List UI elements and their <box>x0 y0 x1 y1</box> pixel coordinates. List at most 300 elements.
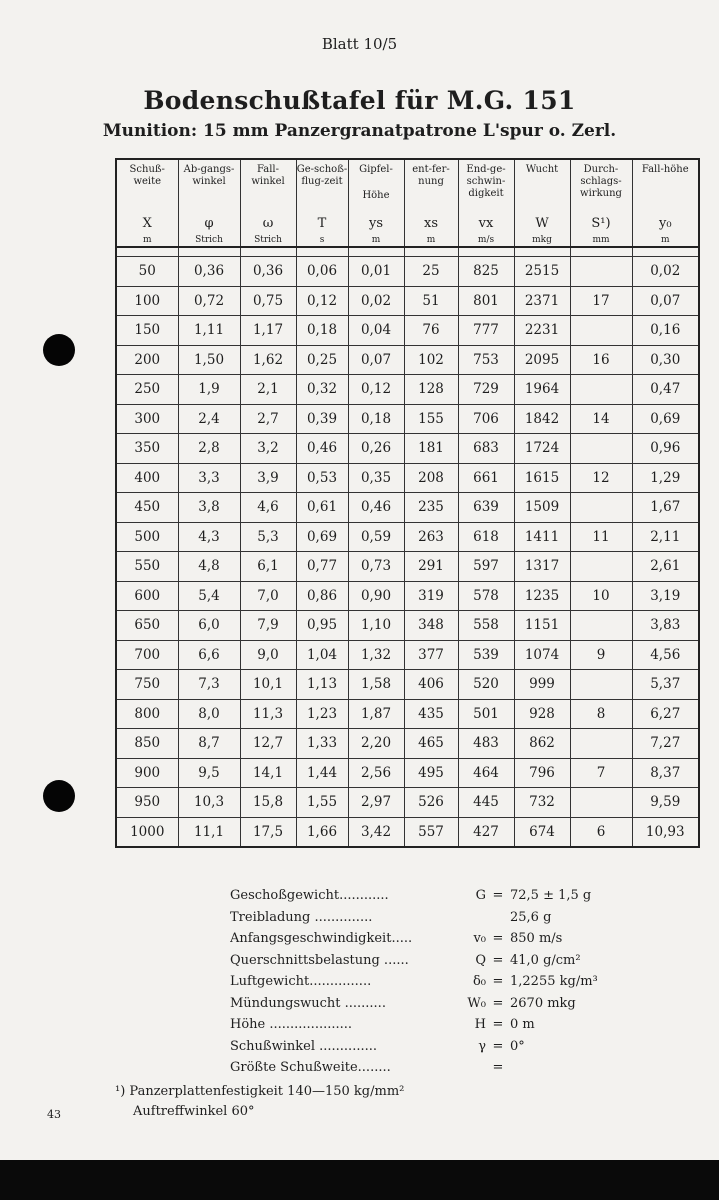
table-cell: 683 <box>458 434 514 464</box>
table-cell: 1,23 <box>296 699 348 729</box>
table-cell: 3,9 <box>240 463 296 493</box>
table-cell: 0,36 <box>240 257 296 287</box>
table-cell: 1842 <box>514 404 570 434</box>
table-cell: 1,11 <box>178 316 240 346</box>
column-header <box>240 159 296 247</box>
table-cell <box>570 493 632 523</box>
table-cell: 208 <box>404 463 458 493</box>
column-label: Durch-schlags-wirkung <box>580 164 622 199</box>
table-cell: 550 <box>116 552 178 582</box>
parameter-label: Anfangsgeschwindigkeit..... <box>230 931 413 947</box>
table-cell <box>570 670 632 700</box>
table-cell: 750 <box>116 670 178 700</box>
table-row <box>116 375 699 405</box>
table-cell: 6 <box>570 817 632 847</box>
table-cell: 3,42 <box>348 817 404 847</box>
table-row <box>116 316 699 346</box>
table-cell: 12,7 <box>240 729 296 759</box>
column-unit: Strich <box>195 235 223 245</box>
table-cell: 1235 <box>514 581 570 611</box>
table-cell: 0,46 <box>296 434 348 464</box>
table-cell: 445 <box>458 788 514 818</box>
range-table-wrap <box>115 158 698 848</box>
table-cell: 2231 <box>514 316 570 346</box>
bottom-black-bar <box>0 1160 719 1200</box>
table-cell: 0,02 <box>348 286 404 316</box>
table-row <box>116 699 699 729</box>
table-cell: 0,02 <box>632 257 699 287</box>
table-cell: 825 <box>458 257 514 287</box>
parameter-label: Höhe .................... <box>230 1017 353 1033</box>
parameters-list <box>230 885 650 1079</box>
table-cell: 50 <box>116 257 178 287</box>
table-cell: 661 <box>458 463 514 493</box>
table-cell: 10,93 <box>632 817 699 847</box>
column-symbol: W <box>535 216 549 231</box>
parameter-symbol: δ₀ <box>472 974 486 990</box>
parameter-equals: = <box>492 888 504 904</box>
parameter-equals: = <box>492 1038 504 1054</box>
table-cell: 1,04 <box>296 640 348 670</box>
table-row <box>116 522 699 552</box>
table-cell: 706 <box>458 404 514 434</box>
column-symbol: T <box>317 216 327 231</box>
table-cell: 1,17 <box>240 316 296 346</box>
parameter-equals: = <box>492 1017 504 1033</box>
table-cell: 732 <box>514 788 570 818</box>
table-cell <box>570 611 632 641</box>
column-unit: Strich <box>254 235 282 245</box>
table-cell: 128 <box>404 375 458 405</box>
table-cell: 6,6 <box>178 640 240 670</box>
table-cell: 250 <box>116 375 178 405</box>
column-header <box>514 159 570 247</box>
table-cell: 777 <box>458 316 514 346</box>
table-cell: 0,73 <box>348 552 404 582</box>
table-cell: 700 <box>116 640 178 670</box>
table-cell <box>570 316 632 346</box>
column-unit: m/s <box>477 235 495 245</box>
table-cell: 0,47 <box>632 375 699 405</box>
table-cell <box>570 552 632 582</box>
parameter-label: Treibladung .............. <box>230 909 373 925</box>
group-header-label: Gipfel- <box>359 164 393 175</box>
table-cell: 7 <box>570 758 632 788</box>
table-cell: 6,1 <box>240 552 296 582</box>
table-cell: 2,7 <box>240 404 296 434</box>
table-cell: 0,07 <box>632 286 699 316</box>
table-cell: 1724 <box>514 434 570 464</box>
table-cell: 495 <box>404 758 458 788</box>
table-cell: 8,7 <box>178 729 240 759</box>
table-cell: 0,69 <box>632 404 699 434</box>
table-cell: 0,32 <box>296 375 348 405</box>
table-cell: 0,01 <box>348 257 404 287</box>
column-symbol: ys <box>368 216 383 231</box>
table-cell: 1,29 <box>632 463 699 493</box>
table-cell: 1317 <box>514 552 570 582</box>
table-row <box>116 758 699 788</box>
table-cell: 796 <box>514 758 570 788</box>
table-cell: 0,35 <box>348 463 404 493</box>
table-cell: 4,6 <box>240 493 296 523</box>
column-label: End-ge-schwin-digkeit <box>466 164 506 199</box>
column-unit: m <box>426 235 436 245</box>
table-cell: 1,50 <box>178 345 240 375</box>
table-cell: 7,9 <box>240 611 296 641</box>
column-unit: m <box>142 235 152 245</box>
table-cell: 753 <box>458 345 514 375</box>
table-cell: 400 <box>116 463 178 493</box>
column-header <box>404 159 458 247</box>
table-cell <box>570 257 632 287</box>
table-cell: 9 <box>570 640 632 670</box>
column-label: Ab-gangs-winkel <box>183 164 235 187</box>
table-cell: 1615 <box>514 463 570 493</box>
table-cell: 928 <box>514 699 570 729</box>
column-symbol: φ <box>204 216 214 231</box>
column-unit: mm <box>592 235 610 245</box>
table-cell: 4,8 <box>178 552 240 582</box>
table-cell: 1,13 <box>296 670 348 700</box>
parameter-value: 41,0 g/cm² <box>510 952 581 968</box>
column-label <box>349 164 404 218</box>
parameter-row <box>230 950 650 972</box>
table-cell: 558 <box>458 611 514 641</box>
table-cell: 350 <box>116 434 178 464</box>
table-cell: 0,07 <box>348 345 404 375</box>
table-cell: 7,0 <box>240 581 296 611</box>
column-unit: m <box>371 235 381 245</box>
table-cell: 5,37 <box>632 670 699 700</box>
table-cell: 1,67 <box>632 493 699 523</box>
table-cell: 639 <box>458 493 514 523</box>
column-label: Fall-höhe <box>641 164 689 175</box>
parameter-equals: = <box>492 1060 504 1076</box>
table-cell: 501 <box>458 699 514 729</box>
table-cell: 16 <box>570 345 632 375</box>
table-cell: 6,27 <box>632 699 699 729</box>
table-gap-row <box>116 247 699 257</box>
table-cell: 1,55 <box>296 788 348 818</box>
table-cell: 2,11 <box>632 522 699 552</box>
column-unit: mkg <box>532 235 552 245</box>
table-cell: 1151 <box>514 611 570 641</box>
table-row <box>116 286 699 316</box>
table-cell: 200 <box>116 345 178 375</box>
column-unit: s <box>319 235 325 245</box>
table-cell: 377 <box>404 640 458 670</box>
column-label: ent-fer-nung <box>412 164 450 187</box>
punch-hole-bottom <box>43 780 75 812</box>
table-cell: 0,72 <box>178 286 240 316</box>
table-cell: 150 <box>116 316 178 346</box>
parameter-equals: = <box>492 931 504 947</box>
table-cell: 0,75 <box>240 286 296 316</box>
parameter-row <box>230 885 650 907</box>
table-row <box>116 670 699 700</box>
table-cell: 319 <box>404 581 458 611</box>
table-body <box>116 247 699 847</box>
page-subtitle: Munition: 15 mm Panzergranatpatrone L'spur o. Zerl. <box>102 121 617 141</box>
parameter-symbol: H <box>474 1017 486 1033</box>
table-cell: 1,62 <box>240 345 296 375</box>
parameter-row <box>230 907 650 929</box>
table-cell: 100 <box>116 286 178 316</box>
table-cell: 1,10 <box>348 611 404 641</box>
table-cell: 1509 <box>514 493 570 523</box>
table-cell: 9,5 <box>178 758 240 788</box>
table-cell: 0,06 <box>296 257 348 287</box>
table-row <box>116 640 699 670</box>
table-cell: 4,56 <box>632 640 699 670</box>
table-cell: 0,69 <box>296 522 348 552</box>
table-cell: 597 <box>458 552 514 582</box>
parameter-label: Querschnittsbelastung ...... <box>230 952 409 968</box>
table-cell: 0,18 <box>296 316 348 346</box>
table-cell: 999 <box>514 670 570 700</box>
table-cell: 11,3 <box>240 699 296 729</box>
parameter-label: Mündungswucht .......... <box>230 995 386 1011</box>
column-label: Fall-winkel <box>251 164 285 187</box>
table-cell: 427 <box>458 817 514 847</box>
table-cell: 2,4 <box>178 404 240 434</box>
table-cell: 950 <box>116 788 178 818</box>
table-row <box>116 257 699 287</box>
parameter-symbol: Q <box>475 952 486 968</box>
table-cell: 520 <box>458 670 514 700</box>
table-cell: 11 <box>570 522 632 552</box>
table-cell: 2,8 <box>178 434 240 464</box>
table-row <box>116 345 699 375</box>
column-symbol: vx <box>478 216 494 231</box>
table-cell: 1000 <box>116 817 178 847</box>
table-cell: 9,59 <box>632 788 699 818</box>
table-cell: 4,3 <box>178 522 240 552</box>
parameter-value: 0° <box>510 1038 525 1054</box>
table-row <box>116 493 699 523</box>
table-cell: 0,90 <box>348 581 404 611</box>
table-cell: 674 <box>514 817 570 847</box>
column-label: Schuß-weite <box>129 164 165 187</box>
table-cell: 1,33 <box>296 729 348 759</box>
column-symbol: y₀ <box>658 216 672 231</box>
table-cell: 450 <box>116 493 178 523</box>
parameter-equals: = <box>492 995 504 1011</box>
parameter-row <box>230 928 650 950</box>
table-cell: 51 <box>404 286 458 316</box>
table-row <box>116 729 699 759</box>
table-cell: 15,8 <box>240 788 296 818</box>
table-cell: 25 <box>404 257 458 287</box>
table-cell: 2371 <box>514 286 570 316</box>
table-cell: 1,44 <box>296 758 348 788</box>
table-cell: 618 <box>458 522 514 552</box>
parameter-value: 1,2255 kg/m³ <box>510 974 598 990</box>
column-header <box>632 159 699 247</box>
table-cell: 0,04 <box>348 316 404 346</box>
table-cell: 650 <box>116 611 178 641</box>
table-cell: 0,59 <box>348 522 404 552</box>
table-cell <box>570 729 632 759</box>
table-cell: 8 <box>570 699 632 729</box>
table-cell: 235 <box>404 493 458 523</box>
table-cell: 0,12 <box>348 375 404 405</box>
parameter-equals: = <box>492 952 504 968</box>
table-cell: 0,12 <box>296 286 348 316</box>
parameter-row <box>230 993 650 1015</box>
table-cell: 578 <box>458 581 514 611</box>
table-row <box>116 404 699 434</box>
table-cell: 1,32 <box>348 640 404 670</box>
table-cell: 14,1 <box>240 758 296 788</box>
column-label: Wucht <box>525 164 559 175</box>
table-cell: 435 <box>404 699 458 729</box>
parameter-symbol: γ <box>478 1038 486 1054</box>
table-cell: 2,97 <box>348 788 404 818</box>
table-cell: 0,18 <box>348 404 404 434</box>
table-cell: 0,96 <box>632 434 699 464</box>
table-cell: 155 <box>404 404 458 434</box>
range-table <box>115 158 700 848</box>
parameter-symbol: v₀ <box>473 931 486 947</box>
parameter-row <box>230 1057 650 1079</box>
table-cell: 5,3 <box>240 522 296 552</box>
table-cell: 0,16 <box>632 316 699 346</box>
table-cell: 801 <box>458 286 514 316</box>
table-cell: 465 <box>404 729 458 759</box>
table-row <box>116 788 699 818</box>
table-cell: 3,3 <box>178 463 240 493</box>
table-cell: 6,0 <box>178 611 240 641</box>
table-cell: 2,56 <box>348 758 404 788</box>
column-symbol: X <box>142 216 152 231</box>
table-cell: 850 <box>116 729 178 759</box>
table-cell: 2,20 <box>348 729 404 759</box>
table-cell: 3,19 <box>632 581 699 611</box>
table-cell: 500 <box>116 522 178 552</box>
column-label: Ge-schoß-flug-zeit <box>296 164 348 187</box>
table-cell: 348 <box>404 611 458 641</box>
column-symbol: ω <box>262 216 274 231</box>
column-header <box>348 159 404 247</box>
table-cell: 17 <box>570 286 632 316</box>
column-header <box>116 159 178 247</box>
table-cell: 1074 <box>514 640 570 670</box>
table-cell: 0,77 <box>296 552 348 582</box>
table-cell: 10 <box>570 581 632 611</box>
table-cell: 0,26 <box>348 434 404 464</box>
table-cell: 406 <box>404 670 458 700</box>
table-cell: 539 <box>458 640 514 670</box>
table-cell: 8,0 <box>178 699 240 729</box>
table-cell: 900 <box>116 758 178 788</box>
table-cell: 263 <box>404 522 458 552</box>
table-cell: 181 <box>404 434 458 464</box>
table-cell: 526 <box>404 788 458 818</box>
parameter-row <box>230 1014 650 1036</box>
table-cell <box>570 434 632 464</box>
table-cell: 1,9 <box>178 375 240 405</box>
table-cell: 11,1 <box>178 817 240 847</box>
parameter-label: Schußwinkel .............. <box>230 1038 377 1054</box>
column-symbol: xs <box>423 216 438 231</box>
table-cell: 600 <box>116 581 178 611</box>
table-cell: 8,37 <box>632 758 699 788</box>
table-cell: 0,61 <box>296 493 348 523</box>
parameter-symbol: W₀ <box>467 995 486 1011</box>
table-cell: 10,3 <box>178 788 240 818</box>
punch-hole-top <box>43 334 75 366</box>
parameter-label: Luftgewicht............... <box>230 974 372 990</box>
table-cell: 2095 <box>514 345 570 375</box>
table-row <box>116 581 699 611</box>
table-cell: 1411 <box>514 522 570 552</box>
footnote-line-2: Auftreffwinkel 60° <box>133 1104 255 1119</box>
table-cell <box>570 788 632 818</box>
table-cell <box>570 375 632 405</box>
parameter-label: Geschoßgewicht............ <box>230 888 389 904</box>
table-row <box>116 611 699 641</box>
table-cell: 3,2 <box>240 434 296 464</box>
table-cell: 2515 <box>514 257 570 287</box>
parameter-value: 0 m <box>510 1017 535 1033</box>
table-cell: 800 <box>116 699 178 729</box>
column-header <box>178 159 240 247</box>
table-cell: 14 <box>570 404 632 434</box>
table-cell: 0,30 <box>632 345 699 375</box>
parameter-row <box>230 971 650 993</box>
table-cell: 5,4 <box>178 581 240 611</box>
page-number: 43 <box>47 1108 61 1121</box>
table-cell: 3,83 <box>632 611 699 641</box>
footnote-line-1: ¹) Panzerplattenfestigkeit 140—150 kg/mm² <box>115 1084 405 1099</box>
table-cell: 7,3 <box>178 670 240 700</box>
table-cell: 76 <box>404 316 458 346</box>
table-cell: 0,36 <box>178 257 240 287</box>
column-header <box>458 159 514 247</box>
table-cell: 7,27 <box>632 729 699 759</box>
column-header <box>570 159 632 247</box>
column-unit: m <box>660 235 670 245</box>
sheet-number: Blatt 10/5 <box>321 35 398 53</box>
parameter-value: 25,6 g <box>510 909 552 925</box>
table-cell: 10,1 <box>240 670 296 700</box>
table-cell: 9,0 <box>240 640 296 670</box>
table-cell: 557 <box>404 817 458 847</box>
column-header <box>296 159 348 247</box>
parameter-value: 2670 mkg <box>510 995 576 1011</box>
parameter-row <box>230 1036 650 1058</box>
table-cell: 0,53 <box>296 463 348 493</box>
table-cell: 300 <box>116 404 178 434</box>
column-label-text: Höhe <box>362 190 390 201</box>
parameter-label: Größte Schußweite........ <box>230 1060 391 1076</box>
table-row <box>116 552 699 582</box>
parameter-value: 850 m/s <box>510 931 563 947</box>
table-cell: 464 <box>458 758 514 788</box>
table-cell: 0,95 <box>296 611 348 641</box>
table-cell: 1964 <box>514 375 570 405</box>
table-cell: 291 <box>404 552 458 582</box>
table-row <box>116 434 699 464</box>
table-row <box>116 463 699 493</box>
table-cell: 2,61 <box>632 552 699 582</box>
table-cell: 0,46 <box>348 493 404 523</box>
table-cell: 1,58 <box>348 670 404 700</box>
parameter-equals: = <box>492 974 504 990</box>
table-cell: 2,1 <box>240 375 296 405</box>
